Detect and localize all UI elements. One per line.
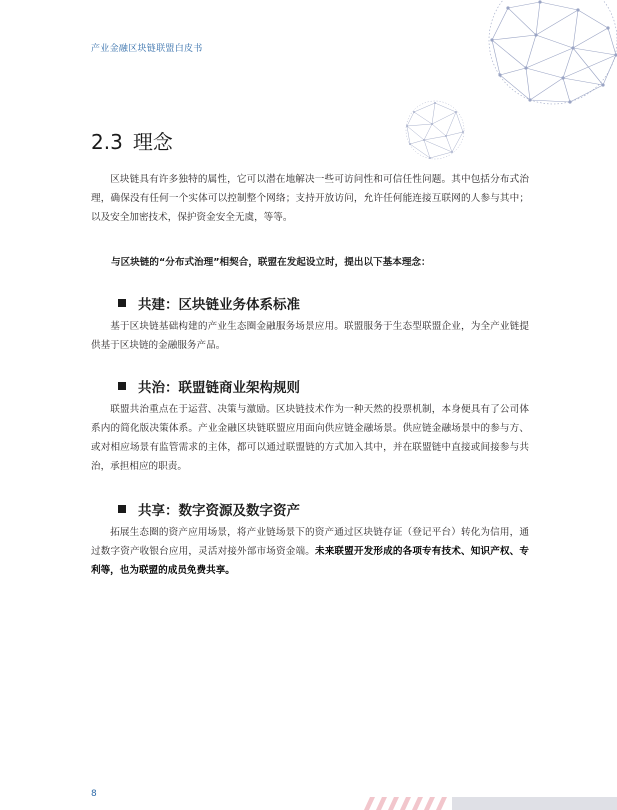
principle-heading-text: 共享：数字资源及数字资产 xyxy=(138,503,300,519)
principle-heading xyxy=(118,293,300,313)
running-header: 产业金融区块链联盟白皮书 xyxy=(91,44,203,54)
intro-paragraph: 区块链具有许多独特的属性，它可以潜在地解决一些可访问性和可信任性问题。其中包括分布式治理，确保没有任何一个实体可以控制整个网络；支持开放访问，允许任何能连接互联网的人参与其中；以及安全加密技术，保护资金安全无虞，等等。 xyxy=(91,174,529,223)
lead-sentence: 与区块链的“分布式治理”相契合，联盟在发起设立时，提出以下基本理念： xyxy=(111,257,431,268)
section-title-text: 理念 xyxy=(132,130,173,154)
principle-body-text: 拓展生态圈的资产应用场景，将产业链场景下的资产通过区块链存证（登记平台）转化为信用，通过数字资产收银台应用，灵活对接外部市场资金端。 xyxy=(91,527,529,557)
principle-heading-text: 共治：联盟链商业架构规则 xyxy=(138,380,300,396)
principle-heading xyxy=(118,499,300,519)
principle-body xyxy=(91,523,529,580)
principle-heading xyxy=(118,376,300,396)
network-sphere-icon xyxy=(478,0,617,110)
section-number: 2.3 xyxy=(91,130,123,154)
footer-stripe-bar xyxy=(360,797,617,810)
principle-body-emphasis: 未来联盟开发形成的各项专有技术、知识产权、专利等，也为联盟的成员免费共享。 xyxy=(91,546,530,576)
section-title xyxy=(91,126,173,155)
square-bullet-icon xyxy=(118,299,126,307)
principle-heading-text: 共建：区块链业务体系标准 xyxy=(138,297,300,313)
principle-body: 基于区块链基础构建的产业生态圈金融服务场景应用。联盟服务于生态型联盟企业，为全产业链提供基于区块链的金融服务产品。 xyxy=(91,321,529,351)
square-bullet-icon xyxy=(118,382,126,390)
principle-body: 联盟共治重点在于运营、决策与激励。区块链技术作为一种天然的投票机制，本身便具有了公司体系内的简化版决策体系。产业金融区块链联盟应用面向供应链金融场景。供应链金融场景中的参与方、或对相应场景有监管需求的主体，都可以通过联盟链的方式加入其中，并在联盟链中直接或间接参与共治，承担相应的职责。 xyxy=(91,404,529,472)
network-sphere-icon xyxy=(402,98,468,162)
page-number: 8 xyxy=(91,789,97,799)
square-bullet-icon xyxy=(118,505,126,513)
